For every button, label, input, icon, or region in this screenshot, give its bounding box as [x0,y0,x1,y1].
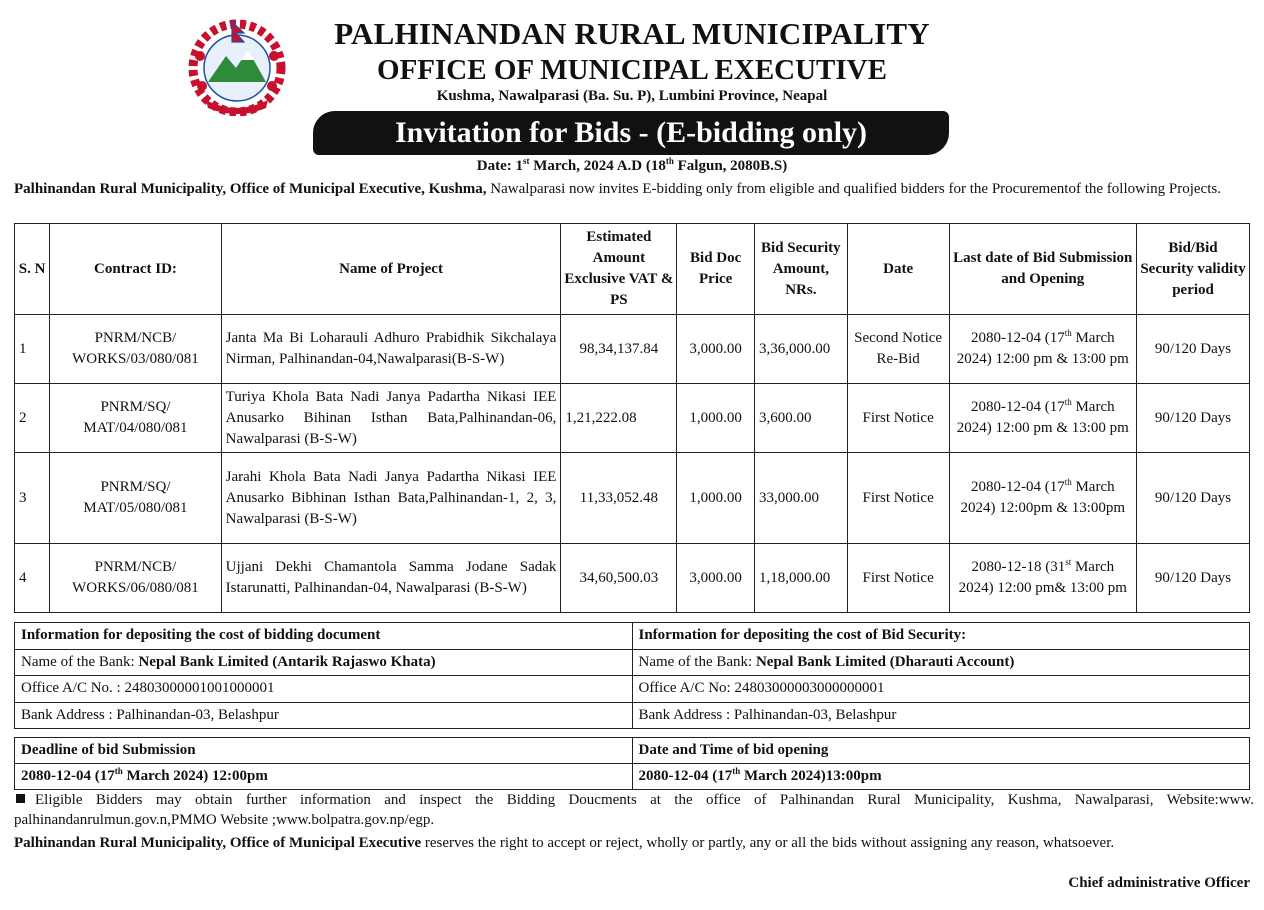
row-sn: 3 [15,453,50,544]
row-sn: 1 [15,315,50,384]
header-date: Date [847,224,949,315]
projects-table [14,223,1250,613]
deadline-header-row [15,738,1250,764]
bid-security-header: Information for depositing the cost of Bid Security: [632,623,1250,650]
bank-name-row [15,649,1250,676]
row-security: 3,600.00 [754,384,847,453]
row-last-date: 2080-12-04 (17th March 2024) 12:00pm & 13:00pm [949,453,1137,544]
account-row [15,676,1250,703]
table-row [15,315,1250,384]
table-row [15,384,1250,453]
submission-deadline-header: Deadline of bid Submission [15,738,633,764]
row-validity: 90/120 Days [1137,315,1250,384]
security-account-number: Office A/C No: 24803000003000000001 [632,676,1250,703]
row-sn: 4 [15,544,50,613]
security-bank-name: Name of the Bank: Nepal Bank Limited (Dharauti Account) [632,649,1250,676]
row-date: First Notice [847,384,949,453]
bank-info-table [14,622,1250,729]
header-project-name: Name of Project [221,224,561,315]
doc-account-number: Office A/C No. : 24803000001001000001 [15,676,633,703]
row-doc-price: 3,000.00 [677,544,755,613]
row-project-name: Janta Ma Bi Loharauli Adhuro Prabidhik Sikchalaya Nirman, Palhinandan-04,Nawalparasi(B-S-W) [221,315,561,384]
row-project-name: Ujjani Dekhi Chamantola Samma Jodane Sadak Istarunatti, Palhinandan-04, Nawalparasi (B-S-W) [221,544,561,613]
municipality-title: PALHINANDAN RURAL MUNICIPALITY [334,16,930,51]
header-bid-security: Bid Security Amount, NRs. [754,224,847,315]
row-security: 33,000.00 [754,453,847,544]
row-doc-price: 1,000.00 [677,384,755,453]
bidding-document-header: Information for depositing the cost of bidding document [15,623,633,650]
doc-bank-address: Bank Address : Palhinandan-03, Belashpur [15,702,633,729]
row-contract-id: PNRM/NCB/ WORKS/06/080/081 [50,544,221,613]
reservation-clause: Palhinandan Rural Municipality, Office of Municipal Executive reserves the right to accept or reject, wholly or partly, any or all the bids without assigning any reason, whatsoever. [14,835,1115,851]
row-amount: 1,21,222.08 [561,384,677,453]
header [0,8,1264,108]
row-sn: 2 [15,384,50,453]
row-doc-price: 1,000.00 [677,453,755,544]
row-date: First Notice [847,544,949,613]
signature: Chief administrative Officer [1068,875,1250,891]
row-date: Second Notice Re-Bid [847,315,949,384]
deadline-table [14,737,1250,790]
row-project-name: Turiya Khola Bata Nadi Janya Padartha Nikasi IEE Anusarko Bihinan Isthan Bata,Palhinandan-06, Nawalparasi (B-S-W) [221,384,561,453]
row-doc-price: 3,000.00 [677,315,755,384]
invitation-banner: Invitation for Bids - (E-bidding only) [313,111,949,155]
intro-paragraph: Palhinandan Rural Municipality, Office of Municipal Executive, Kushma, Nawalparasi now invites E-bidding only from eligible and qualified bidders for the Procurementof the following Projects. [14,181,1221,197]
row-security: 3,36,000.00 [754,315,847,384]
security-bank-address: Bank Address : Palhinandan-03, Belashpur [632,702,1250,729]
row-contract-id: PNRM/NCB/ WORKS/03/080/081 [50,315,221,384]
table-row [15,453,1250,544]
row-amount: 11,33,052.48 [561,453,677,544]
bank-address-row [15,702,1250,729]
bullet-icon [16,794,25,803]
row-project-name: Jarahi Khola Bata Nadi Janya Padartha Nikasi IEE Anusarko Bibhinan Isthan Bata,Palhinandan-1, 2, 3, Nawalparasi (B-S-W) [221,453,561,544]
row-validity: 90/120 Days [1137,384,1250,453]
office-address: Kushma, Nawalparasi (Ba. Su. P), Lumbini Province, Neapal [436,88,828,104]
row-amount: 98,34,137.84 [561,315,677,384]
row-last-date: 2080-12-04 (17th March 2024) 12:00 pm & 13:00 pm [949,315,1137,384]
row-date: First Notice [847,453,949,544]
row-last-date: 2080-12-04 (17th March 2024) 12:00 pm & 13:00 pm [949,384,1137,453]
deadline-value-row [15,764,1250,790]
header-estimated-amount: Estimated Amount Exclusive VAT & PS [561,224,677,315]
row-contract-id: PNRM/SQ/ MAT/05/080/081 [50,453,221,544]
row-contract-id: PNRM/SQ/ MAT/04/080/081 [50,384,221,453]
header-validity: Bid/Bid Security validity period [1137,224,1250,315]
header-sn: S. N [15,224,50,315]
submission-deadline-value: 2080-12-04 (17th March 2024) 12:00pm [15,764,633,790]
table-header-row [15,224,1250,315]
row-validity: 90/120 Days [1137,453,1250,544]
header-last-date: Last date of Bid Submission and Opening [949,224,1137,315]
row-amount: 34,60,500.03 [561,544,677,613]
bidder-note: Eligible Bidders may obtain further information and inspect the Bidding Doucments at the office of Palhinandan Rural Municipality, Kushma, Nawalparasi, Website:www. palhinandanrulmun.gov.n,PMMO Website ;www.bolpatra.gov.np/egp. [14,792,1254,828]
notice-date: Date: 1st March, 2024 A.D (18th Falgun, 2080B.S) [476,156,788,174]
row-last-date: 2080-12-18 (31st March 2024) 12:00 pm& 13:00 pm [949,544,1137,613]
header-contract-id: Contract ID: [50,224,221,315]
opening-time-header: Date and Time of bid opening [632,738,1250,764]
row-validity: 90/120 Days [1137,544,1250,613]
opening-time-value: 2080-12-04 (17th March 2024)13:00pm [632,764,1250,790]
table-row [15,544,1250,613]
row-security: 1,18,000.00 [754,544,847,613]
header-bid-doc-price: Bid Doc Price [677,224,755,315]
office-title: OFFICE OF MUNICIPAL EXECUTIVE [377,54,887,86]
bank-info-header-row [15,623,1250,650]
doc-bank-name: Name of the Bank: Nepal Bank Limited (Antarik Rajaswo Khata) [15,649,633,676]
